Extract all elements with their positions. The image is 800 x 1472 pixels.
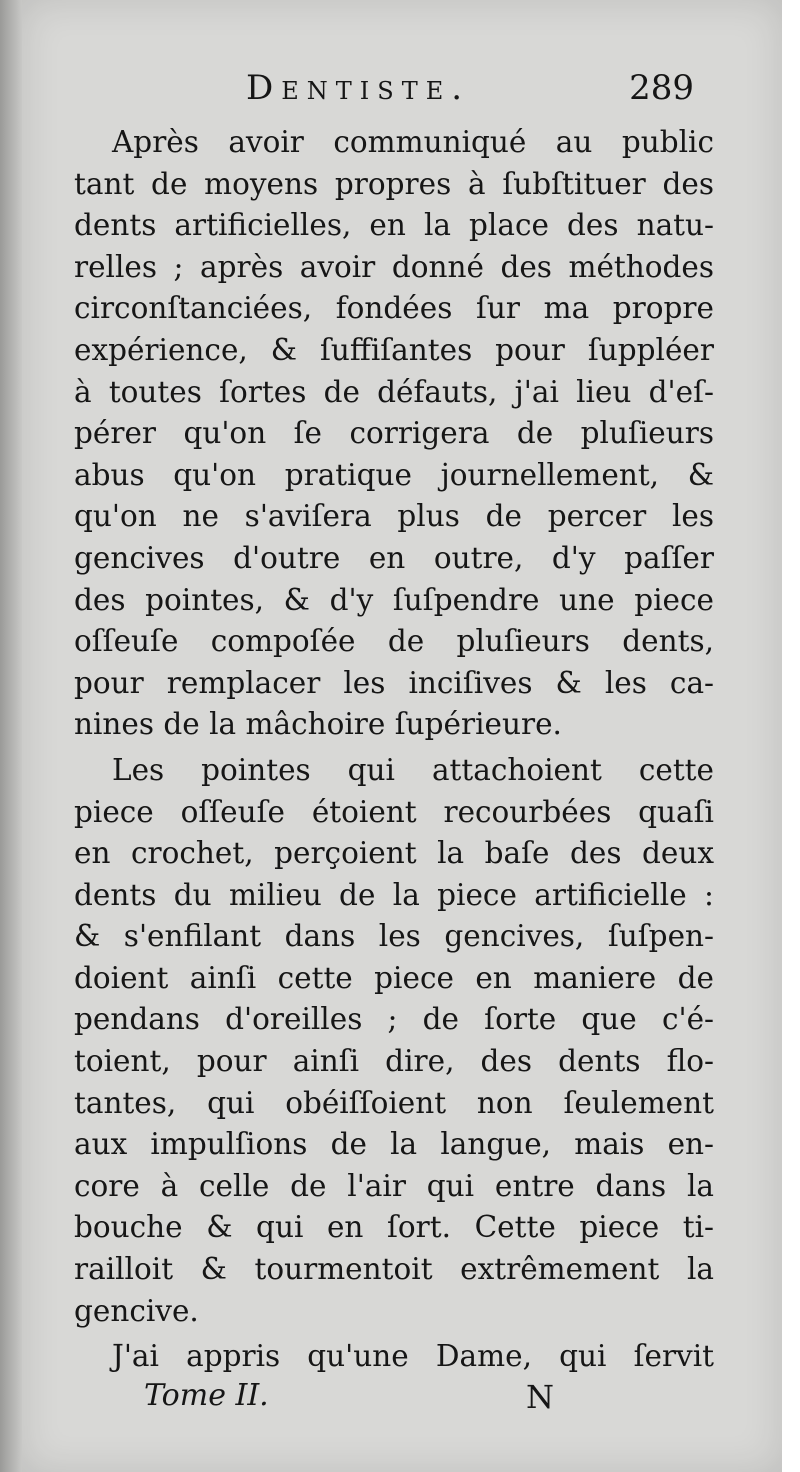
text-line: à toutes ſortes de défauts, j'ai lieu d'eſ-: [74, 374, 714, 409]
text-line: pendans d'oreilles ; de ſorte que c'é-: [74, 1002, 714, 1037]
text-line: pour remplacer les inciſives & les ca-: [74, 665, 714, 700]
page-header: [74, 68, 714, 114]
text-line: dents du milieu de la piece artificielle :: [74, 877, 714, 912]
running-title: Dentiste.: [246, 68, 471, 108]
text-line: tantes, qui obéiſſoient non ſeulement: [74, 1085, 714, 1120]
text-line: tant de moyens propres à ſubſtituer des: [74, 166, 714, 201]
text-line: bouche & qui en ſort. Cette piece ti-: [74, 1210, 714, 1245]
text-line: doient ainſi cette piece en maniere de: [74, 960, 714, 995]
text-line: railloit & tourmentoit extrêmement la: [74, 1252, 714, 1287]
volume-label: Tome II.: [144, 1377, 269, 1413]
text-line: core à celle de l'air qui entre dans la: [74, 1168, 714, 1203]
signature-mark: N: [526, 1377, 554, 1416]
page-footer: [74, 1378, 714, 1422]
text-line: dents artificielles, en la place des natu-: [74, 208, 714, 243]
text-line: oſſeuſe compoſée de pluſieurs dents,: [74, 624, 714, 659]
text-line: gencives d'outre en outre, d'y paſſer: [74, 540, 714, 575]
text-line: des pointes, & d'y ſuſpendre une piece: [74, 582, 714, 617]
text-line: aux impulſions de la langue, mais en-: [74, 1127, 714, 1162]
text-line: pérer qu'on ſe corrigera de pluſieurs: [74, 416, 714, 451]
paragraph-1: [74, 122, 714, 746]
text-line: J'ai appris qu'une Dame, qui ſervit: [112, 1339, 714, 1374]
book-page: [22, 0, 782, 1472]
paragraph-2: [74, 750, 714, 1332]
text-line: expérience, & ſuffiſantes pour ſuppléer: [74, 332, 714, 367]
text-line: & s'enfilant dans les gencives, ſuſpen-: [74, 919, 714, 954]
text-block: [74, 68, 714, 1422]
text-line: Après avoir communiqué au public: [112, 125, 714, 159]
text-line: abus qu'on pratique journellement, &: [74, 457, 714, 492]
paragraph-3: [74, 1336, 714, 1378]
text-line: nines de la mâchoire ſupérieure.: [74, 707, 562, 742]
page-number: 289: [629, 68, 694, 108]
text-line: gencive.: [74, 1293, 199, 1328]
book-gutter: [0, 0, 22, 1472]
text-line: Les pointes qui attachoient cette: [112, 752, 714, 787]
text-line: circonſtanciées, fondées ſur ma propre: [74, 291, 714, 326]
text-line: piece oſſeuſe étoient recourbées quaſi: [74, 794, 714, 829]
text-line: toient, pour ainſi dire, des dents flo-: [74, 1044, 714, 1079]
text-line: relles ; après avoir donné des méthodes: [74, 249, 714, 284]
text-line: en crochet, perçoient la baſe des deux: [74, 836, 714, 871]
text-line: qu'on ne s'aviſera plus de percer les: [74, 499, 714, 534]
